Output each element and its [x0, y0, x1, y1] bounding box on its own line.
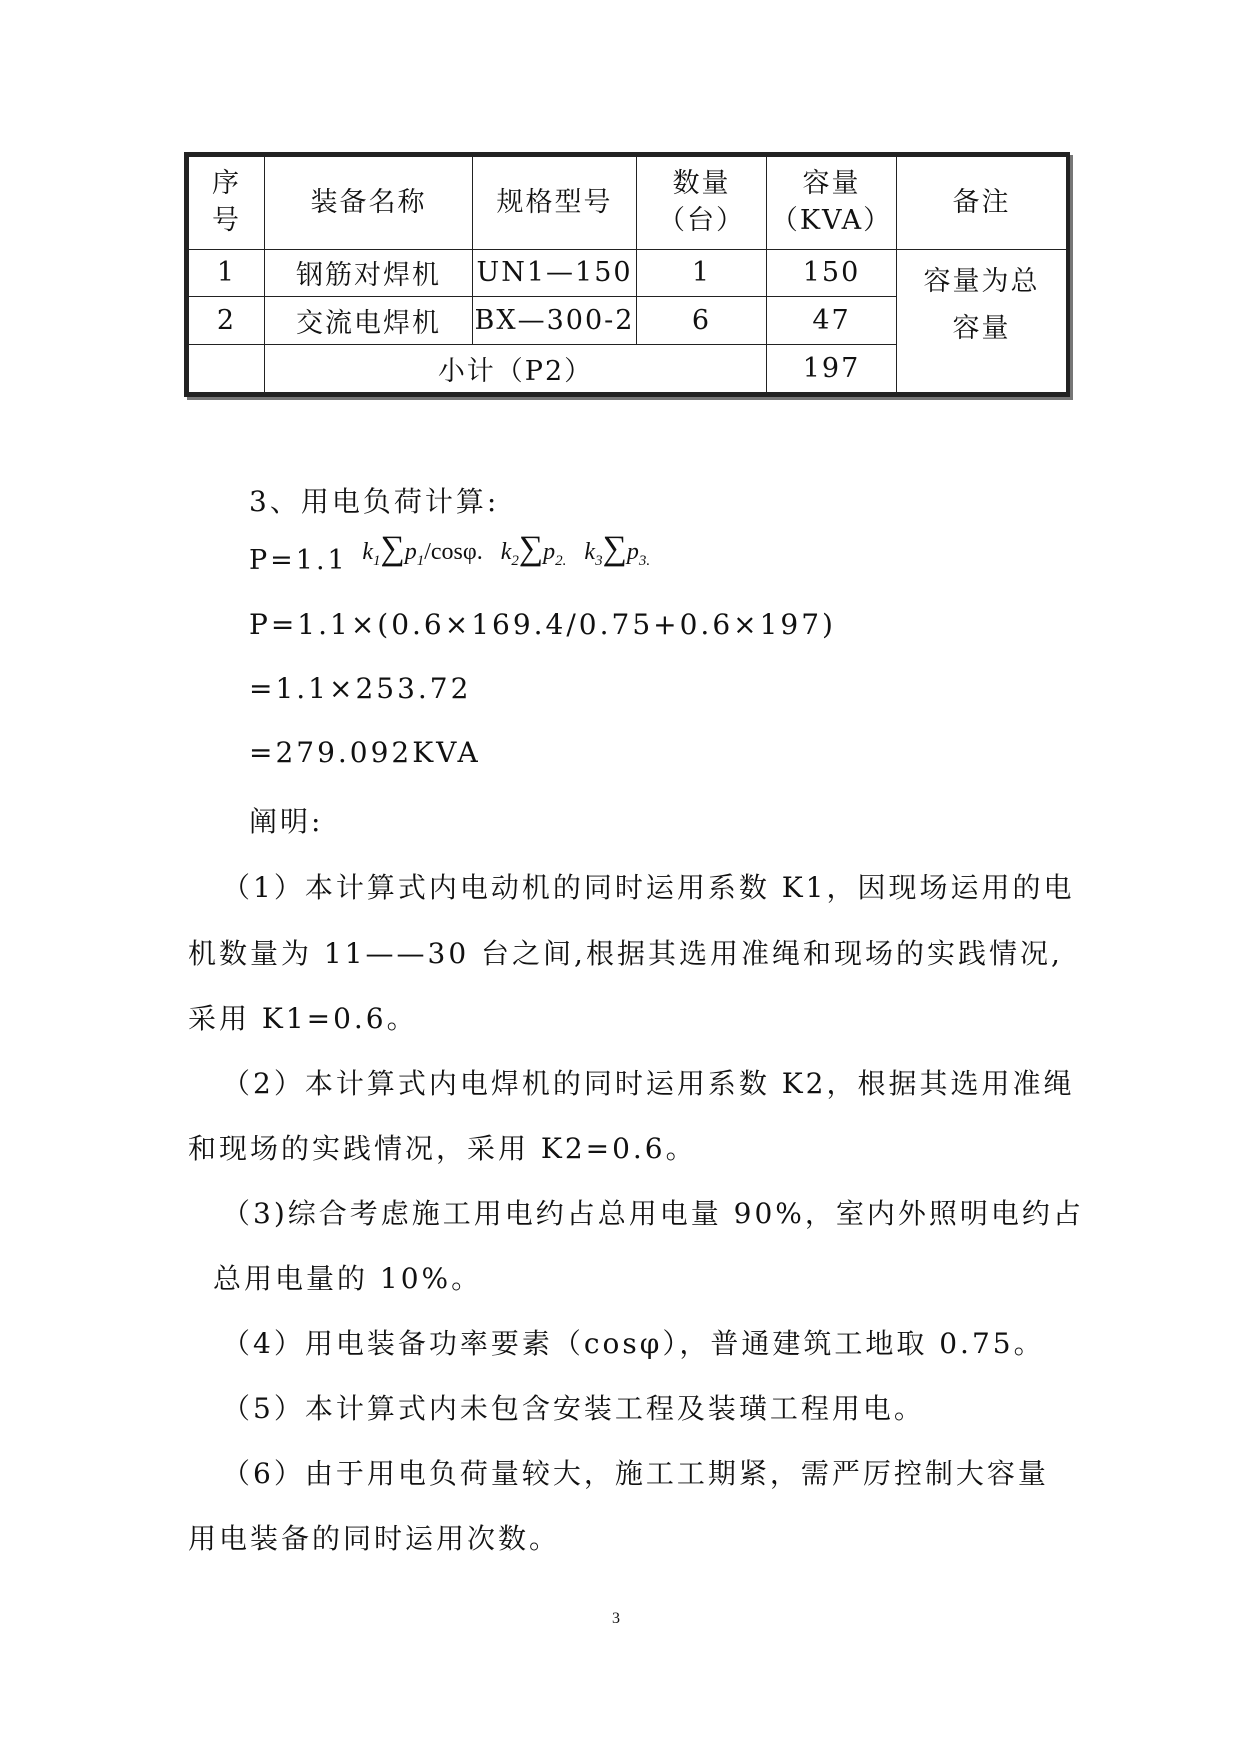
calc-line-2: =1.1×253.72 — [249, 672, 472, 705]
row-seq: 1 — [189, 249, 265, 297]
paragraph-line: 用电装备的同时运用次数。 — [188, 1522, 561, 1555]
header-qty: 数量 （台） — [637, 157, 767, 250]
equipment-table — [188, 156, 1067, 393]
row-qty: 6 — [637, 297, 767, 345]
section-title: 3、用电负荷计算: — [249, 485, 500, 518]
header-model: 规格型号 — [473, 157, 637, 250]
paragraph-line: （5）本计算式内未包含安装工程及装璜工程用电。 — [222, 1392, 925, 1425]
paragraph-line: （3)综合考虑施工用电约占总用电量 90%，室内外照明电约占 — [222, 1197, 1084, 1230]
header-seq: 序 号 — [189, 157, 265, 250]
page-number: 3 — [612, 1610, 620, 1627]
equipment-table-frame — [184, 152, 1070, 397]
table-header-row — [189, 157, 1067, 250]
header-name: 装备名称 — [265, 157, 473, 250]
note-cell: 容量为总 容量 — [897, 249, 1067, 392]
paragraph-line: 机数量为 11——30 台之间,根据其选用准绳和现场的实践情况, — [188, 937, 1063, 970]
row-seq: 2 — [189, 297, 265, 345]
row-name: 钢筋对焊机 — [265, 249, 473, 297]
header-capacity: 容量 （KVA） — [767, 157, 897, 250]
paragraph-line: （6）由于用电负荷量较大，施工工期紧，需严厉控制大容量 — [222, 1457, 1049, 1490]
paragraph-line: 采用 K1=0.6。 — [188, 1002, 418, 1035]
row-model: UN1—150 — [473, 249, 637, 297]
table-row — [189, 249, 1067, 297]
formula-prefix: P=1.1 — [249, 545, 348, 576]
paragraph-line: 和现场的实践情况，采用 K2=0.6。 — [188, 1132, 697, 1165]
formula-terms: $k_1\sum p_1$/cosφ. $k_2\sum p_{2.}$ $k_3\sum p_{3.}$ — [362, 530, 651, 569]
row-name: 交流电焊机 — [265, 297, 473, 345]
subtotal-label: 小计（P2） — [265, 345, 767, 393]
load-formula — [249, 530, 651, 580]
paragraph-line: （4）用电装备功率要素（cosφ），普通建筑工地取 0.75。 — [222, 1327, 1045, 1360]
row-capacity: 150 — [767, 249, 897, 297]
subtotal-empty-cell — [189, 345, 265, 393]
row-capacity: 47 — [767, 297, 897, 345]
subtotal-value: 197 — [767, 345, 897, 393]
calc-line-1: P=1.1×(0.6×169.4/0.75+0.6×197) — [249, 608, 836, 641]
calc-line-3: =279.092KVA — [249, 736, 481, 769]
paragraph-line: 总用电量的 10%。 — [213, 1262, 483, 1295]
row-model: BX—300-2 — [473, 297, 637, 345]
paragraph-line: （2）本计算式内电焊机的同时运用系数 K2，根据其选用准绳 — [222, 1067, 1075, 1100]
explain-title: 阐明: — [249, 805, 324, 838]
row-qty: 1 — [637, 249, 767, 297]
paragraph-line: （1）本计算式内电动机的同时运用系数 K1，因现场运用的电 — [222, 871, 1075, 904]
header-note: 备注 — [897, 157, 1067, 250]
